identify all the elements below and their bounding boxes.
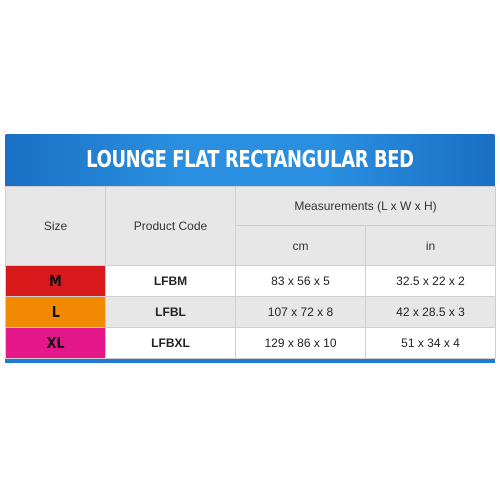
size-label: L <box>51 303 60 321</box>
header-size: Size <box>6 187 106 266</box>
product-code-cell: LFBM <box>106 266 236 297</box>
cm-cell: 107 x 72 x 8 <box>236 297 366 328</box>
size-chart <box>5 134 495 363</box>
in-cell: 32.5 x 22 x 2 <box>366 266 496 297</box>
table-row <box>6 328 496 359</box>
header-row-top <box>6 187 496 226</box>
size-label: M <box>49 272 62 290</box>
product-code-cell: LFBXL <box>106 328 236 359</box>
product-code-cell: LFBL <box>106 297 236 328</box>
size-cell-m <box>6 266 106 297</box>
size-table <box>5 186 496 359</box>
header-measurements: Measurements (L x W x H) <box>236 187 496 226</box>
table-row <box>6 297 496 328</box>
chart-title: LOUNGE FLAT RECTANGULAR BED <box>86 147 414 173</box>
header-product-code: Product Code <box>106 187 236 266</box>
table-row <box>6 266 496 297</box>
title-bar <box>5 134 495 186</box>
header-in: in <box>366 226 496 266</box>
size-cell-xl <box>6 328 106 359</box>
in-cell: 51 x 34 x 4 <box>366 328 496 359</box>
size-label: XL <box>46 334 65 352</box>
bottom-accent-line <box>5 359 495 363</box>
cm-cell: 129 x 86 x 10 <box>236 328 366 359</box>
cm-cell: 83 x 56 x 5 <box>236 266 366 297</box>
header-cm: cm <box>236 226 366 266</box>
size-cell-l <box>6 297 106 328</box>
in-cell: 42 x 28.5 x 3 <box>366 297 496 328</box>
